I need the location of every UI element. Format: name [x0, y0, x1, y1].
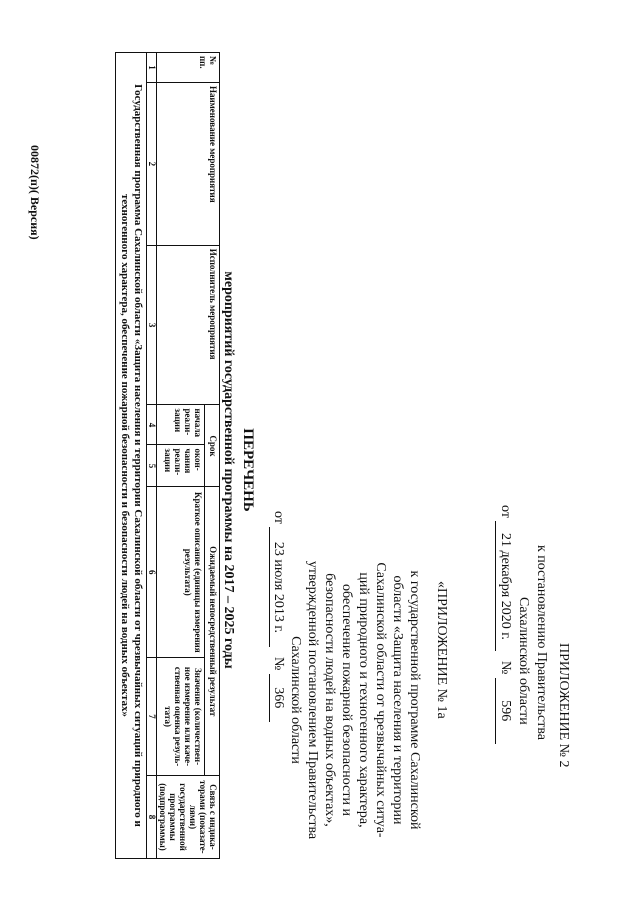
col-number: 8 [147, 775, 157, 858]
col-number: 6 [147, 487, 157, 658]
measures-table-wrap [115, 52, 220, 859]
program-title: Государственная программа Сахалинской области «Защита населения и территории Сахалинской области от чрезвычайных ситуаций природного и техногенного характера, обеспечение пожарной безопасности и безопасности людей на водных объектах» [116, 53, 147, 859]
inner-appendix-date: 23 июля 2013 г. [269, 527, 287, 647]
list-subtitle: мероприятий государственной программы на 2017 – 2025 годы [221, 271, 236, 669]
col-number: 7 [147, 658, 157, 776]
inner-appendix-date-line [269, 505, 287, 895]
appendix-line1: к постановлению Правительства [534, 545, 549, 741]
appendix-date: 21 декабря 2020 г. [495, 521, 514, 651]
table-header-row [205, 53, 220, 859]
col-number: 1 [147, 53, 157, 83]
header-link: Связь с индика- торами (показате- лями) государственной программы (подпрограммы) [157, 775, 220, 858]
inner-appendix-title: «ПРИЛОЖЕНИЕ № 1а [434, 581, 449, 719]
program-row [116, 53, 147, 859]
header-num: № пп. [157, 53, 220, 83]
appendix-from-label: от [498, 505, 513, 518]
document-code: 00872(п)( Версия) [28, 145, 42, 240]
inner-appendix-line: к государственной программе Сахалинской [407, 570, 422, 830]
header-end: окон- чания реали- зации [157, 445, 205, 487]
inner-appendix-from-label: от [271, 511, 286, 524]
inner-appendix-line: ций природного и техногенного характера, [356, 572, 371, 828]
header-executor: Исполнитель мероприятия [157, 245, 220, 405]
appendix-line2: Сахалинской области [516, 597, 531, 725]
appendix-date-line [495, 505, 514, 885]
inner-appendix-line: утвержденной постановлением Правительства [305, 560, 320, 840]
measures-table [115, 52, 220, 859]
inner-appendix-line: безопасности людей на водных объектах», [322, 573, 337, 827]
col-number: 3 [147, 245, 157, 405]
inner-appendix-block [269, 505, 450, 895]
header-start: начала реали- зации [157, 405, 205, 445]
col-number: 4 [147, 405, 157, 445]
header-term: Срок [205, 405, 220, 487]
inner-appendix-line: области «Защита населения и территории [390, 575, 405, 825]
appendix-title: ПРИЛОЖЕНИЕ № 2 [556, 643, 571, 768]
inner-appendix-text [287, 505, 423, 895]
header-result: Ожидаемый непосредственный результат [205, 487, 220, 776]
header-desc: Краткое описание (единицы измерения результата) [157, 487, 205, 658]
col-number: 2 [147, 82, 157, 245]
inner-appendix-line: Сахалинской области [288, 636, 303, 764]
list-title: ПЕРЕЧЕНЬ [240, 428, 256, 512]
inner-appendix-no-label: № [271, 656, 286, 671]
appendix-number: 596 [495, 678, 514, 744]
inner-appendix-line: Сахалинской области от чрезвычайных ситуа- [373, 562, 388, 838]
col-number: 5 [147, 445, 157, 487]
header-name: Наименование мероприятия [157, 82, 220, 245]
inner-appendix-number: 366 [269, 674, 287, 722]
inner-appendix-line: обеспечение пожарной безопасности и [339, 584, 354, 816]
appendix-no-label: № [498, 660, 513, 675]
header-value: Значение (количествен- ное измерение или каче- ственная оценка резуль- тата) [157, 658, 205, 776]
appendix-block [495, 505, 572, 885]
column-number-row [147, 53, 157, 859]
